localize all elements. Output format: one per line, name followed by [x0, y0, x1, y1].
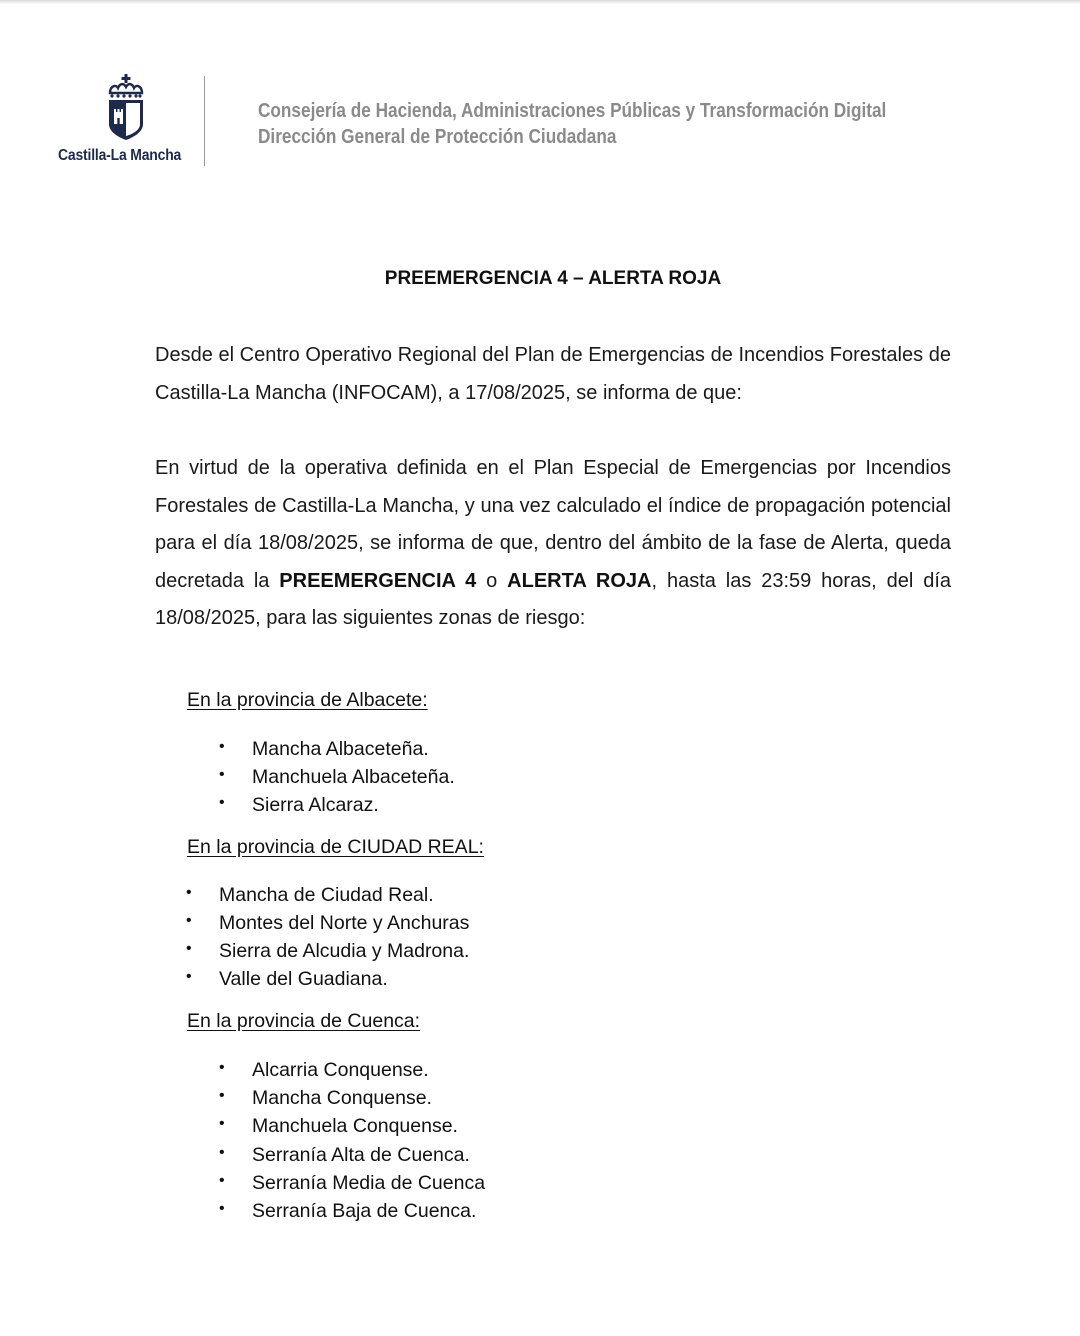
zone-name: Sierra Alcaraz. [252, 794, 379, 816]
zone-name: Serranía Baja de Cuenca. [252, 1199, 477, 1222]
bullet-icon: • [186, 940, 192, 957]
zone-name: Montes del Norte y Anchuras [219, 912, 470, 934]
zone-name: Sierra de Alcudia y Madrona. [219, 940, 470, 962]
zone-name: Manchuela Conquense. [252, 1115, 458, 1138]
bullet-icon: • [219, 1115, 225, 1133]
bullet-icon: • [186, 912, 192, 929]
zone-name: Mancha Albaceteña. [252, 738, 429, 760]
castilla-la-mancha-logo [56, 74, 196, 168]
list-item [219, 794, 455, 822]
zone-name: Mancha de Ciudad Real. [219, 884, 434, 906]
bullet-icon: • [219, 1059, 225, 1076]
list-item [186, 968, 469, 996]
directorate-name: Dirección General de Protección Ciudadana [258, 126, 617, 148]
zone-name: Alcarria Conquense. [252, 1059, 429, 1081]
decree-text-start: En virtud de la operativa definida en el Plan Especial de Emergencias por Incendios Forestales de Castilla-La Mancha, y una vez calculado el índice de propagación potencial para el día 18/08/2025, se informa de que, dentro del ámbito de la fase de Alerta, queda decretada la [155, 457, 951, 592]
zone-name: Manchuela Albaceteña. [252, 766, 455, 788]
decree-text-end: , hasta las 23:59 horas, del día 18/08/2025, para las siguientes zonas de riesgo: [155, 569, 952, 629]
top-edge-shadow [0, 0, 1080, 4]
intro-paragraph: Desde el Centro Operativo Regional del Plan de Emergencias de Incendios Forestales de Castilla-La Mancha (INFOCAM), a 17/08/2025, se informa de que: [155, 344, 951, 404]
list-item [219, 1143, 485, 1172]
list-item [219, 1059, 485, 1087]
list-item [219, 1199, 485, 1228]
bullet-icon: • [219, 1087, 225, 1105]
list-item [219, 738, 455, 766]
bullet-icon: • [219, 766, 225, 783]
department-header [258, 98, 886, 150]
province-heading-albacete: En la provincia de Albacete: [187, 689, 428, 711]
header-divider [204, 76, 205, 166]
bullet-icon: • [219, 1171, 225, 1189]
province-heading-cuenca: En la provincia de Cuenca: [187, 1010, 421, 1032]
zone-name: Valle del Guadiana. [219, 968, 388, 990]
list-item [219, 1115, 485, 1143]
bullet-icon: • [186, 884, 192, 901]
zone-list-cuenca [219, 1059, 486, 1228]
alert-level-bold: PREEMERGENCIA 4 [279, 569, 477, 592]
zone-name: Serranía Alta de Cuenca. [252, 1143, 470, 1166]
bullet-icon: • [219, 794, 225, 811]
list-item [186, 940, 470, 968]
bullet-icon: • [219, 738, 225, 755]
province-heading-ciudad-real: En la provincia de CIUDAD REAL: [187, 836, 484, 858]
list-item [186, 912, 470, 940]
coat-of-arms-icon [106, 74, 146, 142]
alert-color-bold: ALERTA ROJA [507, 569, 652, 592]
list-item [186, 884, 469, 912]
zone-name: Mancha Conquense. [252, 1087, 432, 1110]
department-name: Consejería de Hacienda, Administraciones Públicas y Transformación Digital [258, 100, 887, 122]
logo-text: Castilla-La Mancha [58, 147, 182, 164]
bullet-icon: • [219, 1199, 225, 1217]
list-item [219, 766, 455, 794]
decree-text-connector: o [476, 569, 508, 592]
document-title: PREEMERGENCIA 4 – ALERTA ROJA [384, 268, 722, 289]
bullet-icon: • [219, 1143, 225, 1161]
zone-name: Serranía Media de Cuenca [252, 1171, 486, 1194]
bullet-icon: • [186, 968, 192, 985]
decree-paragraph [155, 450, 951, 638]
list-item [219, 1171, 486, 1200]
zone-list-albacete [219, 738, 455, 822]
list-item [219, 1087, 485, 1115]
zone-list-ciudad-real [186, 884, 470, 996]
